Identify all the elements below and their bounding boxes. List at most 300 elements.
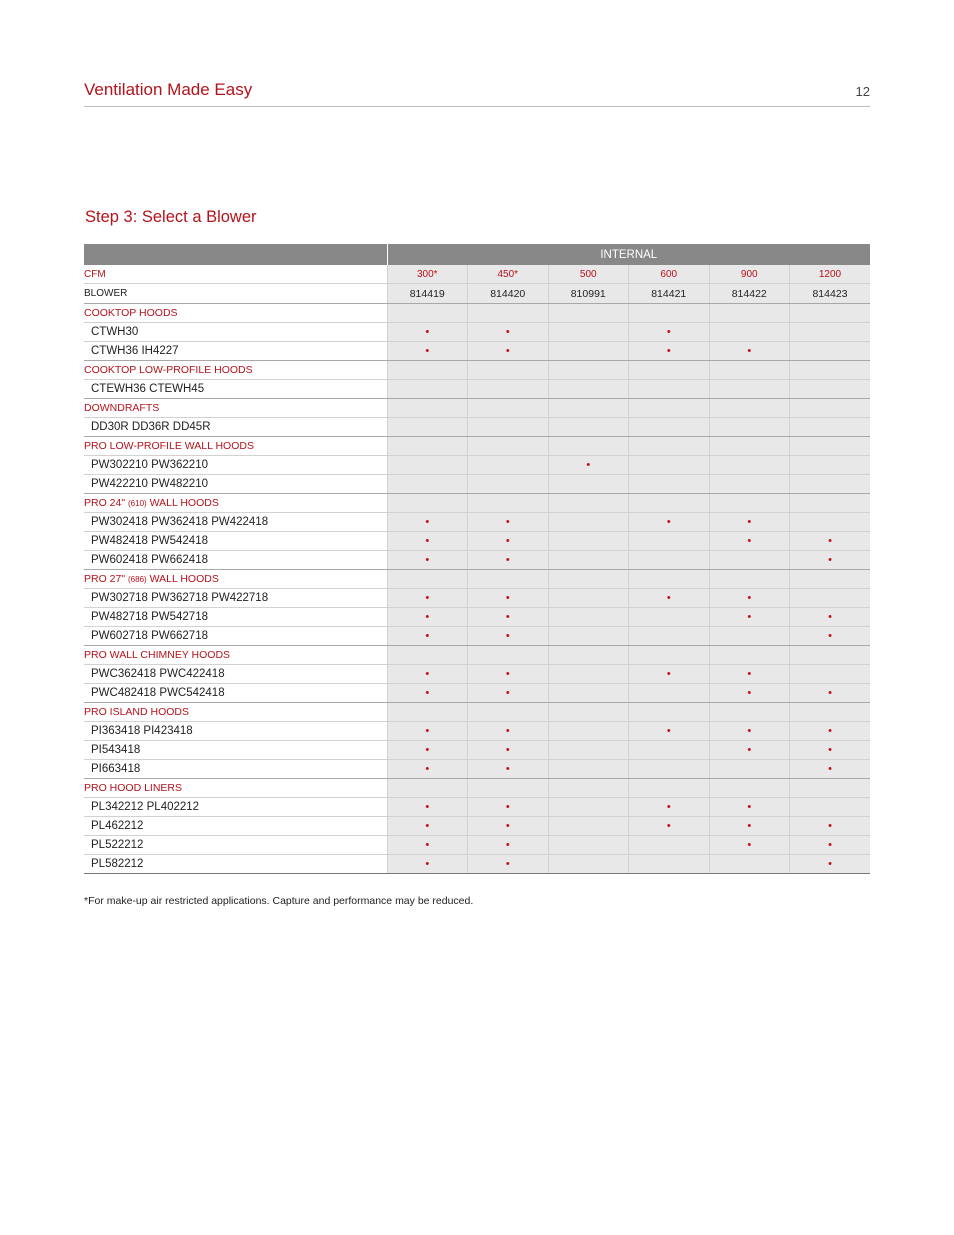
- compat-cell: [709, 342, 790, 361]
- compatible-dot-icon: •: [425, 839, 430, 851]
- compat-cell: [790, 418, 871, 437]
- group-label-metric: (686): [128, 575, 147, 584]
- compat-cell: [709, 589, 790, 608]
- group-label: PRO ISLAND HOODS: [84, 703, 387, 722]
- model-label: PI363418 PI423418: [84, 722, 387, 741]
- compat-cell: [709, 418, 790, 437]
- compatible-dot-icon: •: [425, 592, 430, 604]
- group-cell: [548, 361, 629, 380]
- group-cell: [709, 570, 790, 589]
- group-cell: [468, 304, 549, 323]
- model-label: PI663418: [84, 760, 387, 779]
- compat-cell: [548, 760, 629, 779]
- document-title: Ventilation Made Easy: [84, 80, 253, 99]
- compatible-dot-icon: •: [425, 687, 430, 699]
- compat-cell: [790, 475, 871, 494]
- compat-cell: [790, 608, 871, 627]
- compat-cell: [629, 456, 710, 475]
- group-cell: [629, 304, 710, 323]
- group-cell: [629, 646, 710, 665]
- compat-cell: [548, 380, 629, 399]
- compat-cell: [629, 722, 710, 741]
- compat-cell: [790, 817, 871, 836]
- compatible-dot-icon: •: [747, 744, 752, 756]
- compat-cell: [468, 684, 549, 703]
- group-cell: [709, 494, 790, 513]
- model-label: PL522212: [84, 836, 387, 855]
- cfm-value: 300*: [387, 265, 468, 284]
- compat-cell: [629, 380, 710, 399]
- group-cell: [629, 494, 710, 513]
- compat-cell: [629, 817, 710, 836]
- compatible-dot-icon: •: [505, 630, 510, 642]
- cfm-value: 500: [548, 265, 629, 284]
- compatible-dot-icon: •: [666, 820, 671, 832]
- group-cell: [709, 361, 790, 380]
- compat-cell: [548, 323, 629, 342]
- compat-cell: [709, 798, 790, 817]
- blower-row: [84, 284, 870, 304]
- compat-cell: [387, 722, 468, 741]
- group-cell: [629, 570, 710, 589]
- compatible-dot-icon: •: [425, 744, 430, 756]
- compat-cell: [387, 741, 468, 760]
- model-row: [84, 665, 870, 684]
- compat-cell: [629, 836, 710, 855]
- group-cell: [709, 304, 790, 323]
- model-label: PI543418: [84, 741, 387, 760]
- compatible-dot-icon: •: [505, 820, 510, 832]
- group-label: COOKTOP HOODS: [84, 304, 387, 323]
- group-cell: [387, 304, 468, 323]
- compat-cell: [468, 798, 549, 817]
- compat-cell: [629, 513, 710, 532]
- group-label-part: PRO 27": [84, 573, 128, 585]
- model-label: DD30R DD36R DD45R: [84, 418, 387, 437]
- compat-cell: [790, 722, 871, 741]
- compatible-dot-icon: •: [505, 668, 510, 680]
- compatible-dot-icon: •: [828, 858, 832, 870]
- model-label: PWC482418 PWC542418: [84, 684, 387, 703]
- blower-part-number: 814420: [468, 284, 549, 304]
- compat-cell: [548, 342, 629, 361]
- compatible-dot-icon: •: [666, 668, 671, 680]
- compatible-dot-icon: •: [425, 554, 430, 566]
- compat-cell: [790, 665, 871, 684]
- compat-cell: [790, 342, 871, 361]
- compat-cell: [790, 456, 871, 475]
- group-cell: [629, 779, 710, 798]
- model-row: [84, 608, 870, 627]
- blower-part-number: 814423: [790, 284, 871, 304]
- group-cell: [548, 779, 629, 798]
- compat-cell: [387, 627, 468, 646]
- compat-cell: [709, 532, 790, 551]
- compatible-dot-icon: •: [505, 326, 510, 338]
- group-cell: [468, 399, 549, 418]
- compat-cell: [387, 456, 468, 475]
- compatible-dot-icon: •: [505, 801, 510, 813]
- group-cell: [790, 646, 871, 665]
- compat-cell: [709, 323, 790, 342]
- step-title: Step 3: Select a Blower: [85, 208, 257, 226]
- compatible-dot-icon: •: [505, 839, 510, 851]
- cfm-value: 450*: [468, 265, 549, 284]
- compat-cell: [790, 684, 871, 703]
- compatible-dot-icon: •: [425, 630, 430, 642]
- compatible-dot-icon: •: [747, 668, 752, 680]
- group-label: PRO HOOD LINERS: [84, 779, 387, 798]
- compatible-dot-icon: •: [505, 535, 510, 547]
- compat-cell: [790, 855, 871, 874]
- compat-cell: [548, 855, 629, 874]
- compatible-dot-icon: •: [505, 725, 510, 737]
- group-row: [84, 437, 870, 456]
- compat-cell: [629, 760, 710, 779]
- cfm-value: 600: [629, 265, 710, 284]
- compat-cell: [790, 513, 871, 532]
- group-cell: [709, 779, 790, 798]
- group-cell: [629, 399, 710, 418]
- group-label: PRO LOW-PROFILE WALL HOODS: [84, 437, 387, 456]
- compatible-dot-icon: •: [425, 535, 430, 547]
- group-label-metric: (610): [128, 499, 147, 508]
- model-row: [84, 798, 870, 817]
- compat-cell: [790, 532, 871, 551]
- compat-cell: [548, 684, 629, 703]
- compatible-dot-icon: •: [747, 801, 752, 813]
- compatible-dot-icon: •: [505, 763, 510, 775]
- compat-cell: [387, 760, 468, 779]
- group-cell: [548, 570, 629, 589]
- compat-cell: [629, 684, 710, 703]
- compatible-dot-icon: •: [666, 725, 671, 737]
- compat-cell: [629, 627, 710, 646]
- compat-cell: [629, 665, 710, 684]
- compat-cell: [468, 342, 549, 361]
- compatible-dot-icon: •: [747, 592, 752, 604]
- model-row: [84, 342, 870, 361]
- compat-cell: [629, 741, 710, 760]
- model-row: [84, 817, 870, 836]
- group-row: [84, 703, 870, 722]
- group-cell: [468, 703, 549, 722]
- compat-cell: [387, 418, 468, 437]
- group-cell: [790, 494, 871, 513]
- model-row: [84, 760, 870, 779]
- model-row: [84, 741, 870, 760]
- compat-cell: [468, 418, 549, 437]
- model-label: PW422210 PW482210: [84, 475, 387, 494]
- compat-cell: [387, 475, 468, 494]
- model-row: [84, 380, 870, 399]
- footnote: *For make-up air restricted applications. Capture and performance may be reduced.: [84, 895, 474, 907]
- compatible-dot-icon: •: [828, 630, 832, 642]
- compat-cell: [629, 418, 710, 437]
- compat-cell: [468, 760, 549, 779]
- compatible-dot-icon: •: [747, 535, 752, 547]
- compatible-dot-icon: •: [425, 858, 430, 870]
- model-label: PW482718 PW542718: [84, 608, 387, 627]
- compatible-dot-icon: •: [828, 687, 832, 699]
- compatible-dot-icon: •: [828, 611, 832, 623]
- group-cell: [629, 703, 710, 722]
- group-cell: [790, 703, 871, 722]
- group-cell: [468, 437, 549, 456]
- model-row: [84, 456, 870, 475]
- group-row: [84, 570, 870, 589]
- model-label: PL342212 PL402212: [84, 798, 387, 817]
- group-row: [84, 646, 870, 665]
- compat-cell: [548, 608, 629, 627]
- group-cell: [709, 399, 790, 418]
- compat-cell: [387, 532, 468, 551]
- compat-cell: [709, 551, 790, 570]
- model-label: PW602718 PW662718: [84, 627, 387, 646]
- group-cell: [709, 703, 790, 722]
- group-label: [84, 494, 387, 513]
- compatible-dot-icon: •: [747, 687, 752, 699]
- compat-cell: [790, 798, 871, 817]
- compat-cell: [468, 722, 549, 741]
- internal-header-row: [84, 244, 870, 265]
- group-cell: [709, 646, 790, 665]
- compat-cell: [548, 741, 629, 760]
- compat-cell: [790, 627, 871, 646]
- internal-header-spacer: [84, 244, 387, 265]
- group-label-part: PRO 24": [84, 497, 128, 509]
- model-label: PW302718 PW362718 PW422718: [84, 589, 387, 608]
- compat-cell: [709, 760, 790, 779]
- compat-cell: [548, 836, 629, 855]
- table-body: [84, 244, 870, 874]
- group-cell: [629, 437, 710, 456]
- compatible-dot-icon: •: [747, 516, 752, 528]
- group-cell: [387, 437, 468, 456]
- compat-cell: [709, 741, 790, 760]
- compat-cell: [468, 855, 549, 874]
- compat-cell: [548, 551, 629, 570]
- compatible-dot-icon: •: [747, 725, 752, 737]
- group-cell: [387, 646, 468, 665]
- group-label: COOKTOP LOW-PROFILE HOODS: [84, 361, 387, 380]
- compatible-dot-icon: •: [505, 345, 510, 357]
- group-cell: [387, 361, 468, 380]
- group-cell: [790, 399, 871, 418]
- compat-cell: [709, 456, 790, 475]
- group-row: [84, 399, 870, 418]
- compat-cell: [548, 665, 629, 684]
- group-cell: [548, 304, 629, 323]
- compat-cell: [468, 627, 549, 646]
- group-label-part: WALL HOODS: [146, 497, 219, 509]
- compat-cell: [468, 817, 549, 836]
- compatible-dot-icon: •: [747, 345, 752, 357]
- model-label: PL582212: [84, 855, 387, 874]
- group-cell: [548, 399, 629, 418]
- compatible-dot-icon: •: [747, 839, 752, 851]
- compat-cell: [709, 817, 790, 836]
- compat-cell: [790, 589, 871, 608]
- compat-cell: [629, 532, 710, 551]
- compat-cell: [468, 608, 549, 627]
- group-cell: [387, 703, 468, 722]
- compat-cell: [709, 608, 790, 627]
- compat-cell: [387, 380, 468, 399]
- model-row: [84, 722, 870, 741]
- group-label: [84, 570, 387, 589]
- compat-cell: [468, 513, 549, 532]
- group-cell: [468, 494, 549, 513]
- compat-cell: [629, 342, 710, 361]
- compatible-dot-icon: •: [505, 858, 510, 870]
- compat-cell: [790, 741, 871, 760]
- compat-cell: [468, 665, 549, 684]
- compatible-dot-icon: •: [666, 801, 671, 813]
- compat-cell: [548, 513, 629, 532]
- compatible-dot-icon: •: [505, 744, 510, 756]
- compat-cell: [387, 513, 468, 532]
- model-row: [84, 418, 870, 437]
- compat-cell: [548, 418, 629, 437]
- compat-cell: [790, 760, 871, 779]
- compatible-dot-icon: •: [425, 763, 430, 775]
- compatible-dot-icon: •: [425, 668, 430, 680]
- compatible-dot-icon: •: [828, 763, 832, 775]
- group-cell: [790, 437, 871, 456]
- compatible-dot-icon: •: [828, 820, 832, 832]
- compat-cell: [709, 475, 790, 494]
- compat-cell: [548, 475, 629, 494]
- compat-cell: [387, 855, 468, 874]
- blower-label: BLOWER: [84, 284, 387, 304]
- blower-part-number: 814422: [709, 284, 790, 304]
- cfm-value: 1200: [790, 265, 871, 284]
- group-row: [84, 304, 870, 323]
- compat-cell: [468, 380, 549, 399]
- cfm-label: CFM: [84, 265, 387, 284]
- model-row: [84, 323, 870, 342]
- compat-cell: [387, 798, 468, 817]
- compatible-dot-icon: •: [828, 535, 832, 547]
- cfm-row: [84, 265, 870, 284]
- compat-cell: [468, 456, 549, 475]
- compat-cell: [468, 589, 549, 608]
- compat-cell: [709, 836, 790, 855]
- model-row: [84, 475, 870, 494]
- compatible-dot-icon: •: [425, 516, 430, 528]
- compatible-dot-icon: •: [828, 554, 832, 566]
- model-row: [84, 551, 870, 570]
- compat-cell: [548, 532, 629, 551]
- compatible-dot-icon: •: [505, 592, 510, 604]
- group-cell: [387, 399, 468, 418]
- compat-cell: [387, 342, 468, 361]
- compatible-dot-icon: •: [505, 687, 510, 699]
- group-label-part: WALL HOODS: [146, 573, 219, 585]
- group-cell: [709, 437, 790, 456]
- compatible-dot-icon: •: [666, 592, 671, 604]
- model-row: [84, 855, 870, 874]
- model-row: [84, 684, 870, 703]
- blower-part-number: 814421: [629, 284, 710, 304]
- model-label: PL462212: [84, 817, 387, 836]
- compat-cell: [387, 608, 468, 627]
- compatible-dot-icon: •: [747, 611, 752, 623]
- group-cell: [790, 361, 871, 380]
- blower-selection-table: [84, 244, 870, 874]
- model-label: CTWH30: [84, 323, 387, 342]
- compat-cell: [468, 323, 549, 342]
- group-cell: [468, 361, 549, 380]
- group-cell: [790, 304, 871, 323]
- compat-cell: [790, 551, 871, 570]
- compat-cell: [629, 551, 710, 570]
- model-label: PW302418 PW362418 PW422418: [84, 513, 387, 532]
- compatible-dot-icon: •: [828, 744, 832, 756]
- compat-cell: [629, 798, 710, 817]
- group-row: [84, 494, 870, 513]
- group-row: [84, 779, 870, 798]
- compat-cell: [387, 589, 468, 608]
- compat-cell: [468, 741, 549, 760]
- compatible-dot-icon: •: [505, 554, 510, 566]
- compat-cell: [468, 836, 549, 855]
- compatible-dot-icon: •: [666, 345, 671, 357]
- internal-header: INTERNAL: [387, 244, 870, 265]
- cfm-value: 900: [709, 265, 790, 284]
- compat-cell: [709, 665, 790, 684]
- compat-cell: [629, 475, 710, 494]
- group-cell: [790, 570, 871, 589]
- model-row: [84, 532, 870, 551]
- compat-cell: [709, 722, 790, 741]
- group-label: PRO WALL CHIMNEY HOODS: [84, 646, 387, 665]
- compat-cell: [548, 722, 629, 741]
- group-cell: [548, 703, 629, 722]
- group-cell: [548, 494, 629, 513]
- compatible-dot-icon: •: [505, 611, 510, 623]
- blower-part-number: 810991: [548, 284, 629, 304]
- page-header: [84, 78, 870, 107]
- compatible-dot-icon: •: [425, 345, 430, 357]
- compatible-dot-icon: •: [425, 326, 430, 338]
- compat-cell: [387, 551, 468, 570]
- compat-cell: [387, 684, 468, 703]
- group-cell: [468, 646, 549, 665]
- model-label: PW602418 PW662418: [84, 551, 387, 570]
- blower-part-number: 814419: [387, 284, 468, 304]
- compat-cell: [387, 323, 468, 342]
- compatible-dot-icon: •: [425, 611, 430, 623]
- compatible-dot-icon: •: [666, 326, 671, 338]
- compatible-dot-icon: •: [828, 725, 832, 737]
- compat-cell: [629, 589, 710, 608]
- model-row: [84, 589, 870, 608]
- compatible-dot-icon: •: [747, 820, 752, 832]
- compat-cell: [629, 608, 710, 627]
- compat-cell: [790, 380, 871, 399]
- compat-cell: [629, 323, 710, 342]
- compat-cell: [548, 456, 629, 475]
- model-label: CTWH36 IH4227: [84, 342, 387, 361]
- compat-cell: [548, 627, 629, 646]
- group-cell: [790, 779, 871, 798]
- page-number: 12: [855, 84, 870, 99]
- compat-cell: [548, 817, 629, 836]
- compat-cell: [548, 589, 629, 608]
- compatible-dot-icon: •: [666, 516, 671, 528]
